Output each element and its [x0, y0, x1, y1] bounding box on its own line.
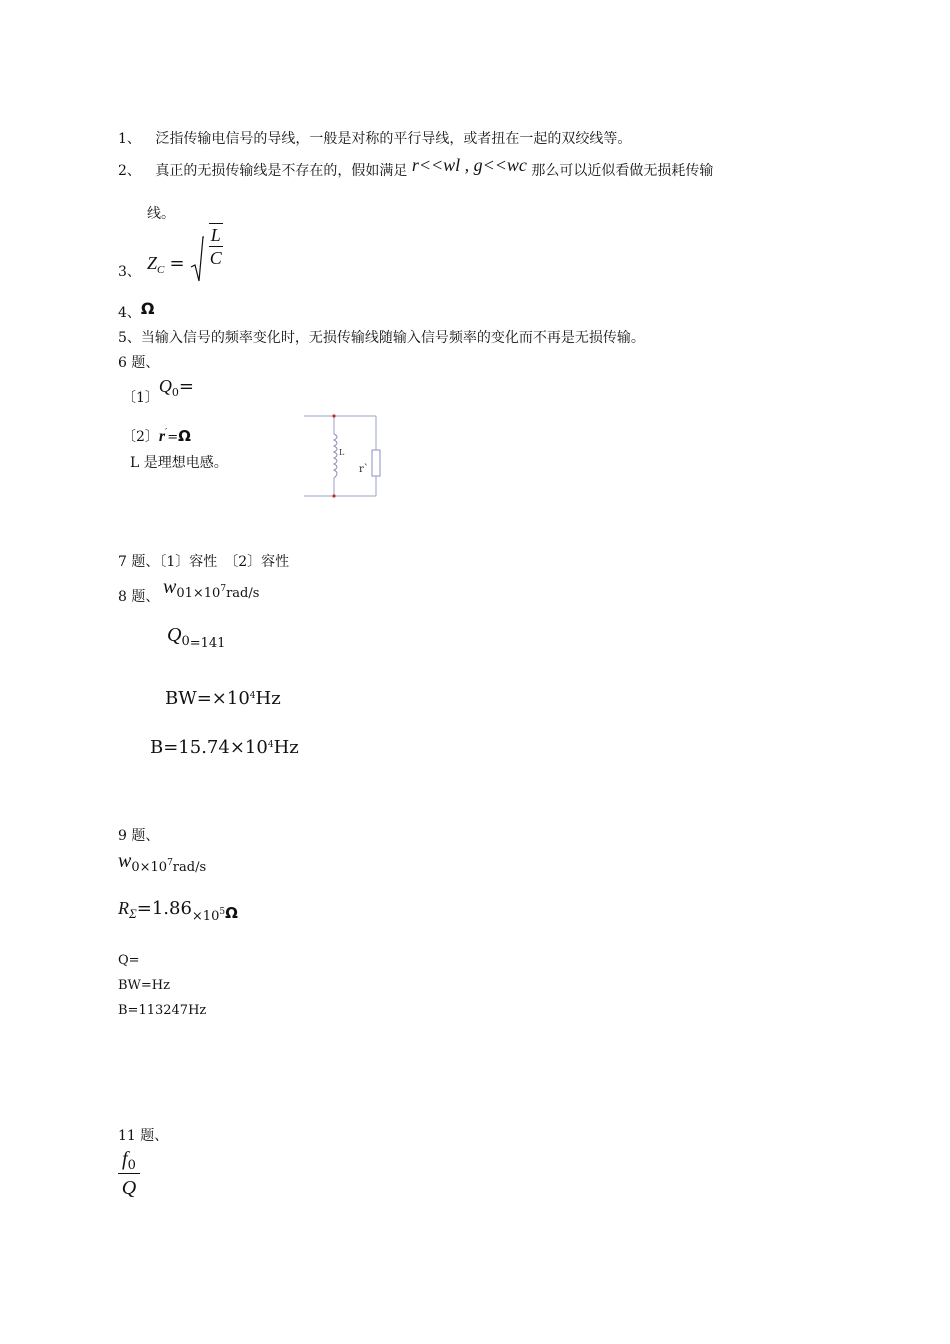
item-text-continued: 那么可以近似看做无损耗传输	[531, 163, 714, 179]
fraction-denominator: Q	[121, 1177, 137, 1199]
item-5: 5、当输入信号的频率变化时，无损传输线随输入信号频率的变化而不再是无损传输。	[118, 330, 645, 346]
item-9-w0	[118, 850, 206, 873]
ohm-symbol: Ω	[140, 299, 155, 318]
item-3-number: 3、	[118, 264, 141, 280]
sqrt-fraction	[209, 223, 223, 269]
item-9-r-sigma	[118, 898, 238, 924]
item-2	[118, 155, 714, 180]
part-label: 〔1〕	[122, 390, 159, 406]
ohm-symbol: Ω	[225, 904, 238, 922]
radical-sign-icon	[190, 235, 204, 283]
inductor-label: L	[339, 448, 345, 457]
equals-sign: =	[167, 430, 179, 445]
r-subscript: Σ	[129, 906, 137, 921]
f-symbol: f	[122, 1148, 128, 1170]
omega-subscript: 0	[176, 586, 185, 601]
item-2-continued-line: 线。	[147, 206, 175, 222]
omega-unit: rad/s	[172, 860, 207, 875]
item-6-part-2	[122, 427, 191, 448]
item-8-b	[150, 737, 299, 758]
r-exponent: 5	[219, 907, 226, 917]
node-dot-top	[332, 414, 335, 417]
item-8-q0	[167, 624, 226, 651]
item-8-title: 8 题、	[118, 589, 160, 605]
item-6-title: 6 题、	[118, 355, 160, 371]
z-symbol: Z	[147, 252, 158, 273]
item-number: 4、	[118, 305, 141, 321]
fraction-numerator: L	[210, 225, 221, 245]
item-number: 2、	[118, 163, 141, 179]
prime-mark: ′	[165, 428, 168, 438]
bandwidth-unit: Hz	[255, 688, 281, 709]
omega-exponent: 7	[220, 584, 227, 594]
item-9-b: B=113247Hz	[118, 1003, 207, 1018]
equals-sign: =	[178, 376, 195, 397]
item-9-title: 9 题、	[118, 828, 160, 844]
item-4	[118, 299, 155, 322]
item-1	[118, 130, 631, 148]
item-7: 7 题、〔1〕容性 〔2〕容性	[118, 554, 290, 570]
part-label: 〔2〕	[122, 429, 159, 445]
r-prime-symbol: r	[158, 428, 166, 445]
item-8-w0	[163, 576, 259, 599]
item-number: 1、	[118, 131, 141, 147]
omega-subscript: 0	[131, 860, 140, 875]
omega-symbol: w	[163, 576, 177, 598]
equals-sign: =	[169, 252, 185, 274]
item-text: 真正的无损传输线是不存在的，假如满足	[155, 163, 408, 179]
q-value: =141	[189, 636, 226, 651]
ideal-inductor-note: L 是理想电感。	[130, 455, 228, 471]
r-value: =1.86	[136, 898, 192, 919]
fraction-denominator: C	[209, 248, 222, 268]
omega-value: ×10	[139, 860, 168, 875]
q-subscript: 0	[171, 386, 179, 399]
b-unit: Hz	[273, 737, 299, 758]
item-9-q: Q=	[118, 953, 140, 968]
b-value: B=15.74×10	[150, 737, 268, 758]
item-8-bandwidth	[165, 688, 281, 709]
r-symbol: R	[118, 898, 129, 918]
ohm-symbol: Ω	[178, 427, 191, 445]
item-6-part-1	[122, 376, 195, 406]
omega-exponent: 7	[167, 858, 173, 868]
characteristic-impedance-formula	[147, 225, 223, 275]
q-symbol: Q	[167, 624, 182, 646]
f-subscript: 0	[127, 1158, 136, 1173]
resistor-label: r`	[359, 464, 369, 475]
item-11-fraction	[118, 1148, 140, 1202]
omega-value: 1×10	[184, 586, 221, 601]
lossless-condition-formula: r<<wl , g<<wc	[411, 155, 527, 175]
fraction-numerator	[118, 1148, 140, 1174]
item-11-title: 11 题、	[118, 1128, 169, 1144]
node-dot-bottom	[332, 494, 335, 497]
bandwidth-value: BW=×10	[165, 688, 250, 709]
f0-over-q-fraction	[118, 1148, 140, 1202]
item-9-bandwidth: BW=Hz	[118, 978, 170, 993]
q-symbol: Q	[158, 376, 172, 396]
omega-symbol: w	[118, 850, 132, 872]
lc-circuit-diagram	[300, 410, 390, 502]
q-subscript: 0	[181, 634, 190, 649]
z-subscript: C	[157, 263, 165, 276]
item-text: 泛指传输电信号的导线，一般是对称的平行导线，或者扭在一起的双绞线等。	[155, 131, 632, 147]
b-exponent: 4	[267, 740, 274, 750]
bandwidth-exponent: 4	[249, 691, 256, 701]
r-multiplier: ×10	[191, 909, 220, 924]
omega-unit: rad/s	[226, 586, 260, 601]
